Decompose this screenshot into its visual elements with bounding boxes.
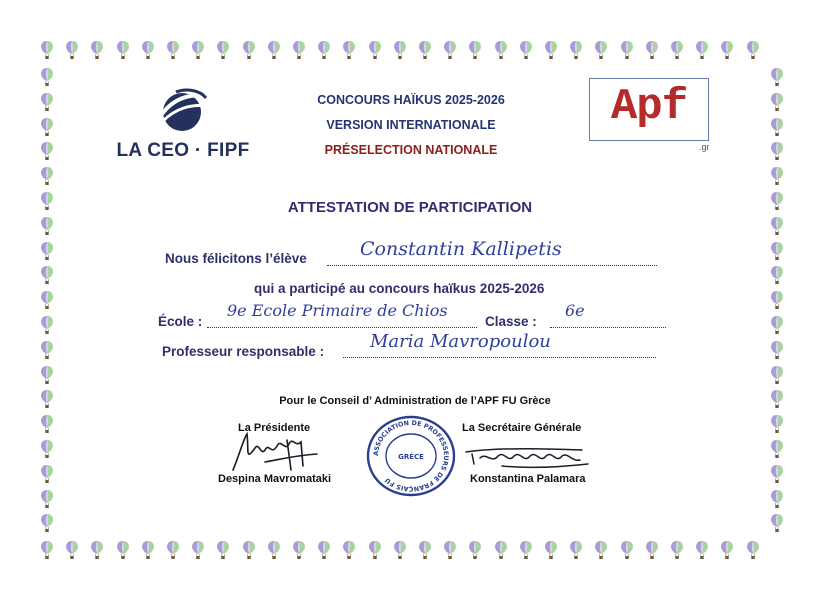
balloon-icon xyxy=(544,540,558,560)
balloon-icon xyxy=(40,489,54,509)
balloon-icon xyxy=(770,191,784,211)
teacher-dotted-line xyxy=(343,357,656,358)
stamp-center-text: GRÈCE xyxy=(398,453,424,461)
balloon-icon xyxy=(40,414,54,434)
globe-icon xyxy=(156,88,208,134)
balloon-icon xyxy=(746,40,760,60)
balloon-icon xyxy=(368,40,382,60)
student-dotted-line xyxy=(327,265,657,266)
balloon-icon xyxy=(216,540,230,560)
balloon-icon xyxy=(770,67,784,87)
balloon-icon xyxy=(770,513,784,533)
balloon-icon xyxy=(216,40,230,60)
teacher-label: Professeur responsable : xyxy=(162,344,325,359)
balloon-icon xyxy=(393,40,407,60)
balloon-icon xyxy=(770,117,784,137)
balloon-icon xyxy=(418,540,432,560)
balloon-icon xyxy=(418,40,432,60)
balloon-icon xyxy=(670,540,684,560)
balloon-icon xyxy=(620,540,634,560)
stamp-ring-text: ASSOCIATION DE PROFESSEURS DE FRANÇAIS FU xyxy=(371,418,451,494)
balloon-icon xyxy=(116,540,130,560)
school-dotted-line xyxy=(207,327,477,328)
balloon-icon xyxy=(40,241,54,261)
balloon-icon xyxy=(468,540,482,560)
balloon-icon xyxy=(317,40,331,60)
balloon-icon xyxy=(695,540,709,560)
balloon-icon xyxy=(569,540,583,560)
balloon-icon xyxy=(569,40,583,60)
balloon-icon xyxy=(620,40,634,60)
balloon-icon xyxy=(166,540,180,560)
balloon-icon xyxy=(40,439,54,459)
balloon-icon xyxy=(317,540,331,560)
balloon-icon xyxy=(40,191,54,211)
balloon-icon xyxy=(443,40,457,60)
balloon-icon xyxy=(770,265,784,285)
balloon-icon xyxy=(544,40,558,60)
president-name: Despina Mavromataki xyxy=(218,473,332,485)
balloon-icon xyxy=(770,141,784,161)
balloon-icon xyxy=(40,117,54,137)
balloon-icon xyxy=(267,40,281,60)
balloon-icon xyxy=(342,540,356,560)
contest-heading xyxy=(286,88,536,163)
balloon-icon xyxy=(40,265,54,285)
balloon-icon xyxy=(40,540,54,560)
balloon-icon xyxy=(770,365,784,385)
association-stamp xyxy=(365,415,457,497)
balloon-icon xyxy=(267,540,281,560)
secretary-title: La Secrétaire Générale xyxy=(462,422,582,434)
balloon-icon xyxy=(770,166,784,186)
balloon-icon xyxy=(40,315,54,335)
balloon-icon xyxy=(770,414,784,434)
balloon-icon xyxy=(342,40,356,60)
balloon-icon xyxy=(141,40,155,60)
balloon-icon xyxy=(443,540,457,560)
balloon-icon xyxy=(770,439,784,459)
secretary-name: Konstantina Palamara xyxy=(470,473,586,485)
balloon-icon xyxy=(468,40,482,60)
balloon-icon xyxy=(770,290,784,310)
balloon-icon xyxy=(40,340,54,360)
school-value: 9e Ecole Primaire de Chios xyxy=(227,301,448,320)
balloon-icon xyxy=(40,513,54,533)
contest-line-2: VERSION INTERNATIONALE xyxy=(326,118,496,132)
president-title: La Présidente xyxy=(238,422,311,434)
class-dotted-line xyxy=(550,327,666,328)
balloon-icon xyxy=(40,216,54,236)
balloon-icon xyxy=(90,540,104,560)
certificate-title: ATTESTATION DE PARTICIPATION xyxy=(287,199,533,216)
balloon-icon xyxy=(242,540,256,560)
ceo-fipf-logo xyxy=(108,88,258,168)
balloon-icon xyxy=(292,540,306,560)
balloon-icon xyxy=(770,315,784,335)
apf-logo xyxy=(589,78,709,141)
contest-line-1: CONCOURS HAÏKUS 2025-2026 xyxy=(317,93,505,107)
balloon-icon xyxy=(770,241,784,261)
balloon-icon xyxy=(65,540,79,560)
balloon-icon xyxy=(40,92,54,112)
balloon-icon xyxy=(770,489,784,509)
balloon-icon xyxy=(166,40,180,60)
balloon-icon xyxy=(670,40,684,60)
balloon-icon xyxy=(40,365,54,385)
student-name: Constantin Kallipetis xyxy=(360,238,562,260)
balloon-icon xyxy=(770,389,784,409)
balloon-icon xyxy=(720,40,734,60)
balloon-icon xyxy=(770,216,784,236)
balloon-icon xyxy=(65,40,79,60)
balloon-icon xyxy=(40,464,54,484)
contest-line-3: PRÉSELECTION NATIONALE xyxy=(324,143,498,157)
balloon-icon xyxy=(40,290,54,310)
balloon-icon xyxy=(40,40,54,60)
balloon-icon xyxy=(393,540,407,560)
participation-text: qui a participé au concours haïkus 2025-2026 xyxy=(254,281,545,296)
balloon-icon xyxy=(519,540,533,560)
balloon-icon xyxy=(494,40,508,60)
balloon-icon xyxy=(40,67,54,87)
balloon-icon xyxy=(770,340,784,360)
balloon-icon xyxy=(720,540,734,560)
council-line: Pour le Conseil d’ Administration de l’APF FU Grèce xyxy=(279,395,551,407)
secretary-signature xyxy=(462,438,592,472)
balloon-icon xyxy=(594,40,608,60)
balloon-icon xyxy=(40,141,54,161)
balloon-icon xyxy=(116,40,130,60)
balloon-icon xyxy=(368,540,382,560)
balloon-icon xyxy=(594,540,608,560)
balloon-icon xyxy=(770,92,784,112)
balloon-icon xyxy=(191,540,205,560)
congrats-label: Nous félicitons l’élève xyxy=(165,251,307,266)
balloon-icon xyxy=(40,389,54,409)
class-label: Classe : xyxy=(485,314,537,329)
ceo-fipf-wordmark: LA CEO · FIPF xyxy=(116,140,250,161)
balloon-icon xyxy=(645,40,659,60)
balloon-icon xyxy=(695,40,709,60)
school-label: École : xyxy=(158,314,203,329)
balloon-icon xyxy=(141,540,155,560)
balloon-icon xyxy=(494,540,508,560)
balloon-icon xyxy=(242,40,256,60)
balloon-icon xyxy=(519,40,533,60)
apf-domain-suffix: .gr xyxy=(699,142,710,152)
balloon-icon xyxy=(645,540,659,560)
balloon-icon xyxy=(90,40,104,60)
balloon-icon xyxy=(292,40,306,60)
balloon-icon xyxy=(191,40,205,60)
balloon-icon xyxy=(40,166,54,186)
teacher-value: Maria Mavropoulou xyxy=(370,331,551,352)
class-value: 6e xyxy=(565,301,585,320)
balloon-icon xyxy=(770,464,784,484)
balloon-icon xyxy=(746,540,760,560)
apf-wordmark: Apf xyxy=(610,82,688,132)
